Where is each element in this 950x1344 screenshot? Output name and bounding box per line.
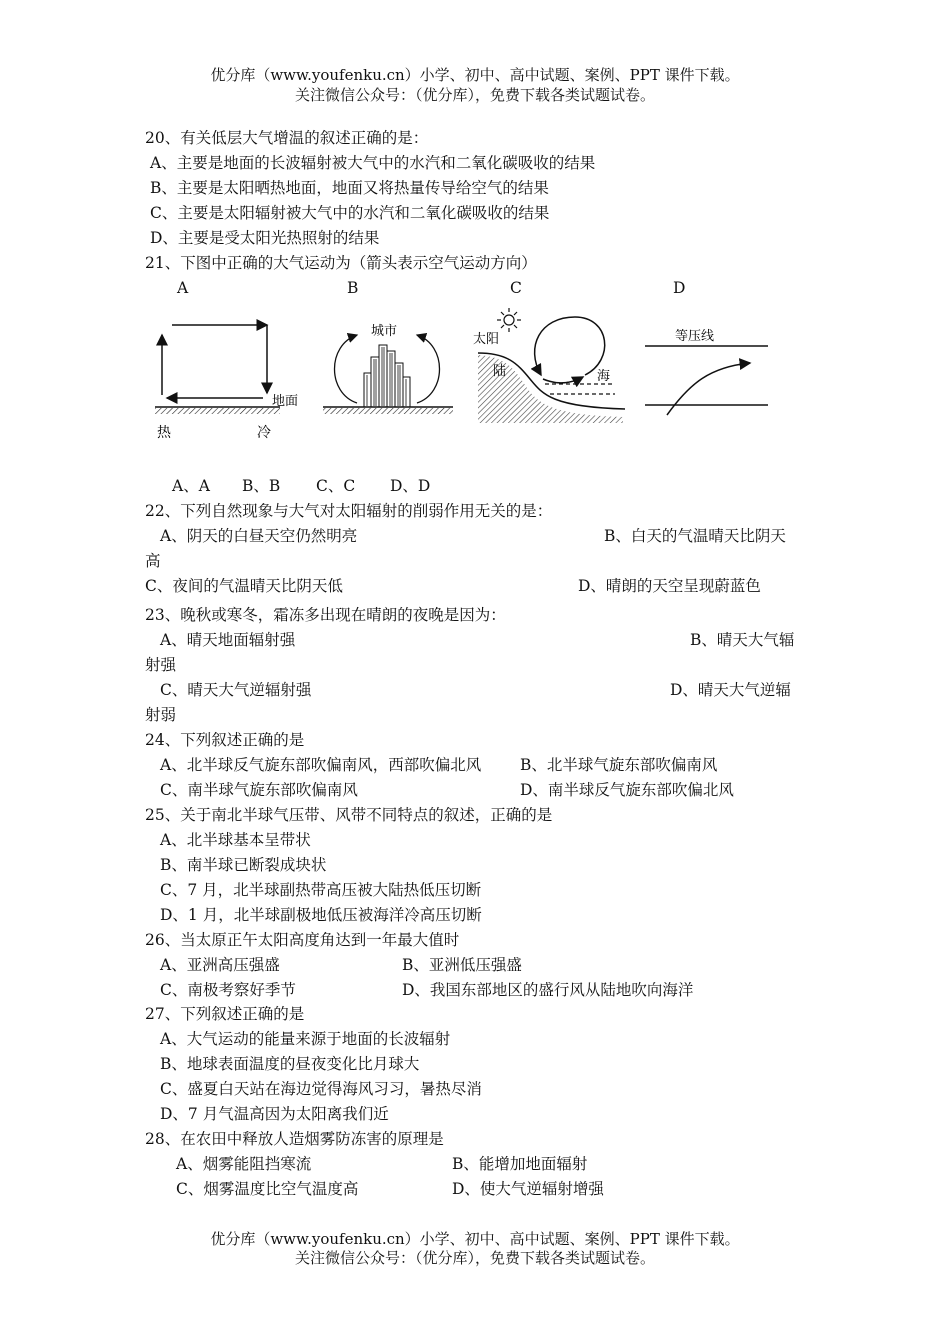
q27-option-c: C、盛夏白天站在海边觉得海风习习，暑热尽消 xyxy=(160,1080,482,1098)
fig-c-sun-label: 太阳 xyxy=(473,332,500,347)
q28-option-c: C、烟雾温度比空气温度高 xyxy=(176,1180,359,1198)
q23-option-b: B、晴天大气辐 xyxy=(690,631,795,649)
fig-a-hot-label: 热 xyxy=(157,425,171,441)
fig-c-land-label: 陆 xyxy=(493,364,507,379)
q25-option-b: B、南半球已断裂成块状 xyxy=(160,856,327,874)
q24-option-d: D、南半球反气旋东部吹偏北风 xyxy=(520,781,734,799)
q28-stem: 28、在农田中释放人造烟雾防冻害的原理是 xyxy=(145,1130,444,1148)
q25-option-c: C、7 月，北半球副热带高压被大陆热低压切断 xyxy=(160,881,482,899)
footer-line-2: 关注微信公众号：（优分库），免费下载各类试题试卷。 xyxy=(294,1249,655,1267)
q22-stem: 22、下列自然现象与大气对太阳辐射的削弱作用无关的是： xyxy=(145,502,553,520)
figure-d xyxy=(645,328,768,415)
q27-option-d: D、7 月气温高因为太阳离我们近 xyxy=(160,1105,389,1123)
q25-option-d: D、1 月，北半球副极地低压被海洋冷高压切断 xyxy=(160,906,482,924)
q22-option-c: C、夜间的气温晴天比阴天低 xyxy=(145,577,343,595)
q21-stem: 21、下图中正确的大气运动为（箭头表示空气运动方向） xyxy=(145,254,537,272)
q21-fig-letter-a: A xyxy=(177,279,189,297)
q23-option-a: A、晴天地面辐射强 xyxy=(160,631,296,649)
q21-option-c: C、C xyxy=(316,477,356,495)
q27-stem: 27、下列叙述正确的是 xyxy=(145,1005,305,1023)
footer-line-1: 优分库（www.youfenku.cn）小学、初中、高中试题、案例、PPT 课件下载。 xyxy=(210,1230,740,1248)
q22-option-a: A、阴天的白昼天空仍然明亮 xyxy=(160,527,358,545)
q24-option-a: A、北半球反气旋东部吹偏南风，西部吹偏北风 xyxy=(160,756,482,774)
figure-c xyxy=(473,308,625,423)
q21-fig-letter-c: C xyxy=(510,279,522,297)
header-line-1: 优分库（www.youfenku.cn）小学、初中、高中试题、案例、PPT 课件下载。 xyxy=(210,66,740,84)
q21-fig-letter-d: D xyxy=(673,279,686,297)
header-line-2: 关注微信公众号：（优分库），免费下载各类试题试卷。 xyxy=(294,86,655,104)
fig-a-cold-label: 冷 xyxy=(257,425,271,441)
q24-stem: 24、下列叙述正确的是 xyxy=(145,731,305,749)
q24-option-c: C、南半球气旋东部吹偏南风 xyxy=(160,781,358,799)
q28-option-b: B、能增加地面辐射 xyxy=(452,1155,588,1173)
q20-option-d: D、主要是受太阳光热照射的结果 xyxy=(150,229,380,247)
q21-option-a: A、A xyxy=(172,477,210,495)
q21-fig-letter-b: B xyxy=(347,279,359,297)
q27-option-a: A、大气运动的能量来源于地面的长波辐射 xyxy=(160,1030,451,1048)
q27-option-b: B、地球表面温度的昼夜变化比月球大 xyxy=(160,1055,420,1073)
q26-stem: 26、当太原正午太阳高度角达到一年最大值时 xyxy=(145,931,460,949)
fig-b-city-label: 城市 xyxy=(371,324,398,339)
figure-b xyxy=(323,324,453,414)
q23-option-d-wrap: 射弱 xyxy=(145,706,177,724)
q20-option-a: A、主要是地面的长波辐射被大气中的水汽和二氧化碳吸收的结果 xyxy=(150,154,596,172)
q26-option-a: A、亚洲高压强盛 xyxy=(160,956,280,974)
q23-stem: 23、晚秋或寒冬，霜冻多出现在晴朗的夜晚是因为： xyxy=(145,606,506,624)
q21-option-d: D、D xyxy=(390,477,431,495)
q20-option-b: B、主要是太阳晒热地面，地面又将热量传导给空气的结果 xyxy=(150,179,549,197)
q28-option-d: D、使大气逆辐射增强 xyxy=(452,1180,604,1198)
q22-option-d: D、晴朗的天空呈现蔚蓝色 xyxy=(578,577,761,595)
q21-figure xyxy=(145,305,785,455)
q28-option-a: A、烟雾能阻挡寒流 xyxy=(176,1155,312,1173)
q23-option-d: D、晴天大气逆辐 xyxy=(670,681,791,699)
q24-option-b: B、北半球气旋东部吹偏南风 xyxy=(520,756,718,774)
fig-a-ground-label: 地面 xyxy=(272,394,299,409)
q23-option-c: C、晴天大气逆辐射强 xyxy=(160,681,312,699)
q22-option-b-wrap: 高 xyxy=(145,552,161,570)
q20-option-c: C、主要是太阳辐射被大气中的水汽和二氧化碳吸收的结果 xyxy=(150,204,550,222)
sun-icon xyxy=(497,308,521,332)
q25-stem: 25、关于南北半球气压带、风带不同特点的叙述，正确的是 xyxy=(145,806,553,824)
figure-a xyxy=(155,325,298,441)
q25-option-a: A、北半球基本呈带状 xyxy=(160,831,311,849)
q26-option-d: D、我国东部地区的盛行风从陆地吹向海洋 xyxy=(402,981,694,999)
q23-option-b-wrap: 射强 xyxy=(145,656,177,674)
fig-c-sea-label: 海 xyxy=(597,369,611,384)
q21-option-b: B、B xyxy=(242,477,281,495)
q26-option-c: C、南极考察好季节 xyxy=(160,981,296,999)
fig-d-isobar-label: 等压线 xyxy=(675,329,715,344)
q26-option-b: B、亚洲低压强盛 xyxy=(402,956,522,974)
q22-option-b: B、白天的气温晴天比阴天 xyxy=(604,527,786,545)
q20-stem: 20、有关低层大气增温的叙述正确的是： xyxy=(145,129,429,147)
